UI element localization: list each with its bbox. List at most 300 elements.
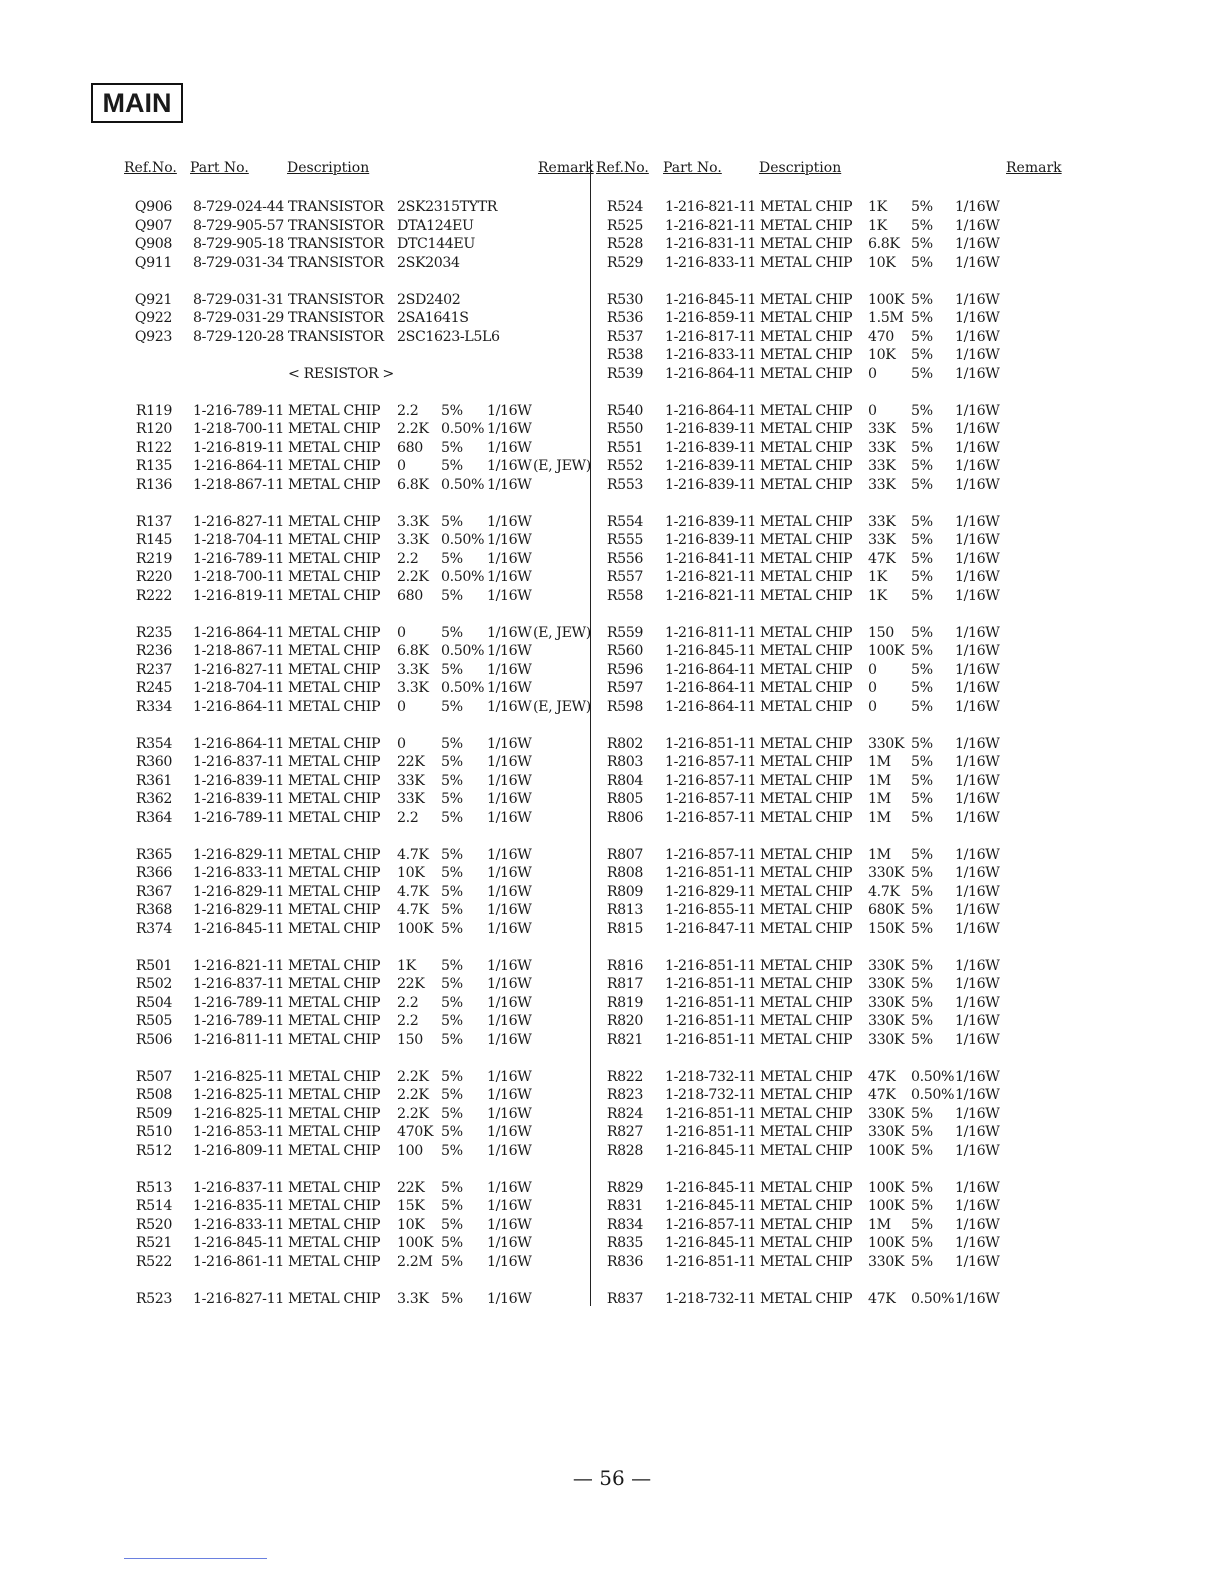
description-cell: METAL CHIP [760, 1235, 853, 1251]
value-cell: 0 [397, 735, 406, 752]
description-cell: METAL CHIP [760, 754, 853, 770]
description-cell: METAL CHIP [760, 883, 853, 900]
table-row [0, 809, 1224, 828]
table-row [0, 587, 1224, 606]
description-cell: METAL CHIP [288, 1068, 381, 1085]
part-no-cell: 1-216-827-11 [193, 513, 284, 530]
remark-cell: (E, JEW) [533, 624, 591, 641]
value-cell: 1M [868, 754, 891, 770]
wattage-cell: 1/16W [487, 1142, 532, 1159]
tolerance-cell: 5% [911, 328, 933, 345]
table-row [0, 1105, 1224, 1124]
tolerance-cell: 5% [441, 735, 463, 752]
wattage-cell: 1/16W [487, 1124, 532, 1140]
description-cell: METAL CHIP [288, 661, 381, 678]
wattage-cell: 1/16W [955, 550, 1000, 567]
wattage-cell: 1/16W [955, 532, 1000, 548]
part-no-cell: 1-216-864-11 [193, 624, 284, 641]
tolerance-cell: 5% [441, 1105, 463, 1122]
tolerance-cell: 5% [441, 587, 463, 604]
part-no-cell: 1-216-847-11 [665, 920, 756, 937]
tolerance-cell: 0.50% [911, 1087, 955, 1103]
ref-no-cell: R367 [135, 883, 172, 900]
part-no-cell: 1-216-833-11 [665, 347, 756, 363]
value-cell: 4.7K [868, 883, 900, 900]
part-no-cell: 1-216-845-11 [193, 920, 284, 937]
description-cell: METAL CHIP [760, 1013, 853, 1029]
part-no-cell: 1-216-809-11 [193, 1142, 284, 1159]
part-no-cell: 1-216-831-11 [665, 236, 756, 252]
table-row [0, 1253, 1224, 1272]
description-cell: TRANSISTOR [288, 328, 384, 345]
part-no-cell: 1-216-839-11 [193, 772, 284, 789]
tolerance-cell: 5% [441, 809, 463, 826]
part-no-cell: 1-216-833-11 [665, 254, 756, 271]
tolerance-cell: 5% [441, 550, 463, 567]
part-no-cell: 1-216-845-11 [665, 291, 756, 308]
wattage-cell: 1/16W [487, 513, 532, 530]
part-no-cell: 1-216-829-11 [665, 883, 756, 900]
value-cell: 330K [868, 1253, 905, 1270]
wattage-cell: 1/16W [487, 1105, 532, 1122]
header-description-left: Description [287, 160, 370, 176]
description-cell: METAL CHIP [288, 994, 381, 1011]
wattage-cell: 1/16W [955, 421, 1000, 437]
ref-no-cell: R361 [135, 772, 172, 789]
table-row [0, 217, 1224, 236]
part-no-cell: 1-218-867-11 [193, 643, 284, 659]
part-no-cell: 1-216-827-11 [193, 1290, 284, 1307]
description-cell: METAL CHIP [288, 1235, 381, 1251]
description-cell: METAL CHIP [288, 569, 381, 585]
table-row [0, 642, 1224, 661]
part-no-cell: 1-216-825-11 [193, 1068, 284, 1085]
ref-no-cell: R819 [606, 994, 643, 1011]
wattage-cell: 1/16W [955, 569, 1000, 585]
description-cell: METAL CHIP [760, 865, 853, 881]
table-row [0, 901, 1224, 920]
description-cell: METAL CHIP [288, 735, 381, 752]
value-cell: 150 [868, 624, 894, 641]
ref-no-cell: R824 [606, 1105, 643, 1122]
ref-no-cell: R836 [606, 1253, 643, 1270]
tolerance-cell: 5% [441, 1253, 463, 1270]
wattage-cell: 1/16W [955, 661, 1000, 678]
part-no-cell: 1-216-839-11 [665, 476, 756, 493]
value-cell: 22K [397, 754, 425, 770]
ref-no-cell: R525 [606, 217, 643, 234]
wattage-cell: 1/16W [487, 809, 532, 826]
wattage-cell: 1/16W [955, 328, 1000, 345]
wattage-cell: 1/16W [955, 347, 1000, 363]
tolerance-cell: 5% [441, 846, 463, 863]
part-no-cell: 1-216-827-11 [193, 661, 284, 678]
part-no-cell: 1-216-837-11 [193, 1179, 284, 1196]
wattage-cell: 1/16W [487, 957, 532, 974]
description-cell: METAL CHIP [288, 643, 381, 659]
ref-no-cell: R523 [135, 1290, 172, 1307]
tolerance-cell: 5% [911, 402, 933, 419]
part-no-cell: 1-218-732-11 [665, 1087, 756, 1103]
remark-cell: (E, JEW) [533, 698, 591, 715]
ref-no-cell: R817 [606, 976, 643, 992]
description-cell: METAL CHIP [760, 1087, 853, 1103]
part-no-cell: 1-216-857-11 [665, 754, 756, 770]
ref-no-cell: R360 [135, 754, 172, 770]
part-no-cell: 1-216-819-11 [193, 439, 284, 456]
value-cell: 330K [868, 1031, 905, 1048]
ref-no-cell: R374 [135, 920, 172, 937]
value-cell: 22K [397, 976, 425, 992]
part-no-cell: 1-216-845-11 [665, 1179, 756, 1196]
part-no-cell: 1-216-857-11 [665, 1216, 756, 1233]
description-cell: METAL CHIP [760, 809, 853, 826]
header-description-right: Description [759, 160, 842, 176]
tolerance-cell: 5% [441, 1068, 463, 1085]
ref-no-cell: R521 [135, 1235, 172, 1251]
ref-no-cell: R235 [135, 624, 172, 641]
ref-no-cell: R559 [606, 624, 643, 641]
part-no-cell: 1-216-851-11 [665, 957, 756, 974]
tolerance-cell: 5% [911, 1105, 933, 1122]
tolerance-cell: 5% [441, 1124, 463, 1140]
value-cell: 10K [868, 254, 896, 271]
value-cell: 2.2K [397, 421, 429, 437]
tolerance-cell: 5% [441, 994, 463, 1011]
value-cell: 330K [868, 994, 905, 1011]
tolerance-cell: 5% [911, 661, 933, 678]
part-no-cell: 1-216-839-11 [665, 421, 756, 437]
description-cell: METAL CHIP [288, 791, 381, 807]
description-cell: TRANSISTOR [288, 254, 384, 271]
part-no-cell: 1-216-864-11 [665, 680, 756, 696]
wattage-cell: 1/16W [955, 1068, 1000, 1085]
page-title: MAIN [91, 83, 183, 123]
table-row [0, 513, 1224, 532]
description-cell: TRANSISTOR [288, 217, 384, 234]
tolerance-cell: 5% [911, 550, 933, 567]
ref-no-cell: R816 [606, 957, 643, 974]
description-cell: METAL CHIP [760, 569, 853, 585]
ref-no-cell: R834 [606, 1216, 643, 1233]
value-cell: 3.3K [397, 513, 429, 530]
ref-no-cell: R803 [606, 754, 643, 770]
tolerance-cell: 5% [911, 809, 933, 826]
value-cell: 22K [397, 1179, 425, 1196]
description-cell: METAL CHIP [760, 476, 853, 493]
ref-no-cell: R220 [135, 569, 172, 585]
part-no-cell: 1-216-845-11 [665, 643, 756, 659]
parts-list-right [0, 198, 1224, 1308]
description-cell: METAL CHIP [288, 883, 381, 900]
part-no-cell: 1-216-839-11 [665, 532, 756, 548]
part-no-cell: 1-216-825-11 [193, 1087, 284, 1103]
tolerance-cell: 5% [911, 310, 933, 326]
table-row [0, 920, 1224, 939]
tolerance-cell: 5% [911, 902, 933, 918]
ref-no-cell: R823 [606, 1087, 643, 1103]
table-row [0, 457, 1224, 476]
value-cell: 330K [868, 1013, 905, 1029]
ref-no-cell: R236 [135, 643, 172, 659]
tolerance-cell: 5% [911, 1198, 933, 1214]
table-row [0, 254, 1224, 273]
wattage-cell: 1/16W [955, 458, 1000, 474]
part-no-cell: 1-216-851-11 [665, 865, 756, 881]
value-cell: 680 [397, 439, 423, 456]
description-cell: TRANSISTOR [288, 236, 384, 252]
tolerance-cell: 0.50% [441, 643, 485, 659]
tolerance-cell: 5% [441, 1216, 463, 1233]
description-cell: METAL CHIP [760, 680, 853, 696]
description-cell: METAL CHIP [760, 698, 853, 715]
header-ref-no-right: Ref.No. [596, 160, 649, 176]
part-no-cell: 1-216-837-11 [193, 976, 284, 992]
tolerance-cell: 5% [441, 439, 463, 456]
description-cell: METAL CHIP [760, 1198, 853, 1214]
tolerance-cell: 5% [911, 680, 933, 696]
ref-no-cell: Q908 [134, 236, 172, 252]
wattage-cell: 1/16W [487, 643, 532, 659]
value-cell: 1M [868, 809, 891, 826]
tolerance-cell: 5% [911, 236, 933, 252]
wattage-cell: 1/16W [955, 254, 1000, 271]
tolerance-cell: 5% [911, 254, 933, 271]
wattage-cell: 1/16W [955, 624, 1000, 641]
table-row [0, 772, 1224, 791]
description-cell: METAL CHIP [288, 865, 381, 881]
wattage-cell: 1/16W [487, 1198, 532, 1214]
tolerance-cell: 5% [911, 920, 933, 937]
description-cell: METAL CHIP [760, 421, 853, 437]
tolerance-cell: 5% [441, 661, 463, 678]
description-cell: METAL CHIP [760, 458, 853, 474]
part-no-cell: 1-216-839-11 [665, 513, 756, 530]
value-cell: 6.8K [397, 476, 429, 493]
wattage-cell: 1/16W [487, 1087, 532, 1103]
part-no-cell: 1-216-845-11 [665, 1235, 756, 1251]
table-row [0, 1197, 1224, 1216]
wattage-cell: 1/16W [955, 865, 1000, 881]
value-cell: DTA124EU [397, 217, 474, 234]
description-cell: METAL CHIP [288, 698, 381, 715]
value-cell: 2.2M [397, 1253, 433, 1270]
value-cell: 33K [868, 532, 896, 548]
ref-no-cell: R597 [606, 680, 643, 696]
description-cell: METAL CHIP [760, 846, 853, 863]
ref-no-cell: R122 [135, 439, 172, 456]
ref-no-cell: R804 [606, 772, 643, 789]
tolerance-cell: 5% [441, 513, 463, 530]
description-cell: METAL CHIP [760, 1068, 853, 1085]
ref-no-cell: R808 [606, 865, 643, 881]
tolerance-cell: 5% [911, 994, 933, 1011]
part-no-cell: 1-216-839-11 [665, 458, 756, 474]
description-cell: METAL CHIP [288, 421, 381, 437]
part-no-cell: 1-216-851-11 [665, 994, 756, 1011]
table-row [0, 1012, 1224, 1031]
tolerance-cell: 5% [911, 569, 933, 585]
description-cell: METAL CHIP [288, 1142, 381, 1159]
tolerance-cell: 5% [911, 421, 933, 437]
part-no-cell: 1-216-857-11 [665, 772, 756, 789]
wattage-cell: 1/16W [487, 439, 532, 456]
tolerance-cell: 5% [911, 458, 933, 474]
value-cell: 330K [868, 1105, 905, 1122]
tolerance-cell: 5% [911, 291, 933, 308]
description-cell: METAL CHIP [288, 1216, 381, 1233]
part-no-cell: 1-216-821-11 [665, 217, 756, 234]
wattage-cell: 1/16W [955, 920, 1000, 937]
wattage-cell: 1/16W [487, 698, 532, 715]
value-cell: 0 [397, 458, 406, 474]
wattage-cell: 1/16W [955, 994, 1000, 1011]
table-row [0, 698, 1224, 717]
part-no-cell: 1-216-811-11 [193, 1031, 284, 1048]
ref-no-cell: R513 [135, 1179, 172, 1196]
table-row [0, 550, 1224, 569]
table-row [0, 864, 1224, 883]
part-no-cell: 1-216-845-11 [665, 1142, 756, 1159]
value-cell: 1K [868, 199, 887, 215]
part-no-cell: 1-218-700-11 [193, 421, 284, 437]
description-cell: METAL CHIP [760, 791, 853, 807]
table-row [0, 957, 1224, 976]
value-cell: 2.2K [397, 1105, 429, 1122]
wattage-cell: 1/16W [487, 994, 532, 1011]
part-no-cell: 1-216-864-11 [665, 365, 756, 382]
value-cell: 3.3K [397, 680, 429, 696]
part-no-cell: 1-216-789-11 [193, 994, 284, 1011]
wattage-cell: 1/16W [487, 865, 532, 881]
ref-no-cell: R334 [135, 698, 172, 715]
value-cell: 1M [868, 1216, 891, 1233]
wattage-cell: 1/16W [955, 439, 1000, 456]
ref-no-cell: Q921 [134, 291, 172, 308]
ref-no-cell: R807 [606, 846, 643, 863]
wattage-cell: 1/16W [955, 643, 1000, 659]
table-row [0, 1086, 1224, 1105]
part-no-cell: 1-216-839-11 [665, 439, 756, 456]
ref-no-cell: R120 [135, 421, 172, 437]
part-no-cell: 1-216-857-11 [665, 809, 756, 826]
wattage-cell: 1/16W [955, 883, 1000, 900]
wattage-cell: 1/16W [955, 1105, 1000, 1122]
value-cell: 330K [868, 735, 905, 752]
header-part-no-left: Part No. [190, 160, 249, 176]
wattage-cell: 1/16W [955, 291, 1000, 308]
ref-no-cell: R553 [606, 476, 643, 493]
wattage-cell: 1/16W [955, 365, 1000, 382]
table-row [0, 420, 1224, 439]
tolerance-cell: 5% [911, 217, 933, 234]
ref-no-cell: R137 [135, 513, 172, 530]
wattage-cell: 1/16W [955, 846, 1000, 863]
ref-no-cell: R529 [606, 254, 643, 271]
tolerance-cell: 5% [441, 920, 463, 937]
table-row [0, 735, 1224, 754]
value-cell: 6.8K [397, 643, 429, 659]
wattage-cell: 1/16W [955, 476, 1000, 493]
description-cell: METAL CHIP [760, 957, 853, 974]
value-cell: 2SK2034 [397, 254, 460, 271]
value-cell: 3.3K [397, 661, 429, 678]
description-cell: METAL CHIP [288, 587, 381, 604]
ref-no-cell: R501 [135, 957, 172, 974]
table-row [0, 624, 1224, 643]
value-cell: 680K [868, 902, 905, 918]
ref-no-cell: R245 [135, 680, 172, 696]
part-no-cell: 1-216-825-11 [193, 1105, 284, 1122]
ref-no-cell: Q911 [134, 254, 172, 271]
wattage-cell: 1/16W [487, 1013, 532, 1029]
tolerance-cell: 5% [441, 1142, 463, 1159]
tolerance-cell: 5% [911, 532, 933, 548]
value-cell: 4.7K [397, 902, 429, 918]
ref-no-cell: R135 [135, 458, 172, 474]
ref-no-cell: R552 [606, 458, 643, 474]
ref-no-cell: R596 [606, 661, 643, 678]
table-row [0, 1142, 1224, 1161]
tolerance-cell: 5% [911, 976, 933, 992]
value-cell: 2.2 [397, 550, 419, 567]
description-cell: METAL CHIP [288, 680, 381, 696]
ref-no-cell: R504 [135, 994, 172, 1011]
description-cell: METAL CHIP [760, 1216, 853, 1233]
part-no-cell: 1-216-829-11 [193, 846, 284, 863]
value-cell: 3.3K [397, 532, 429, 548]
tolerance-cell: 5% [441, 458, 463, 474]
wattage-cell: 1/16W [487, 569, 532, 585]
description-cell: METAL CHIP [760, 976, 853, 992]
value-cell: 47K [868, 1068, 896, 1085]
wattage-cell: 1/16W [955, 772, 1000, 789]
wattage-cell: 1/16W [955, 1124, 1000, 1140]
ref-no-cell: R538 [606, 347, 643, 363]
description-cell: METAL CHIP [760, 902, 853, 918]
value-cell: 150K [868, 920, 905, 937]
part-no-cell: 1-216-829-11 [193, 883, 284, 900]
remark-cell: (E, JEW) [533, 458, 591, 474]
page-number: — 56 — [572, 1466, 652, 1490]
part-no-cell: 1-216-864-11 [665, 661, 756, 678]
description-cell: METAL CHIP [760, 365, 853, 382]
description-cell: METAL CHIP [288, 1253, 381, 1270]
table-row [0, 790, 1224, 809]
wattage-cell: 1/16W [487, 883, 532, 900]
description-cell: TRANSISTOR [288, 291, 384, 308]
part-no-cell: 1-216-855-11 [665, 902, 756, 918]
description-cell: METAL CHIP [288, 402, 381, 419]
wattage-cell: 1/16W [955, 236, 1000, 252]
part-no-cell: 1-218-867-11 [193, 476, 284, 493]
part-no-cell: 1-216-821-11 [193, 957, 284, 974]
table-row [0, 291, 1224, 310]
tolerance-cell: 5% [911, 643, 933, 659]
wattage-cell: 1/16W [955, 1087, 1000, 1103]
wattage-cell: 1/16W [487, 458, 532, 474]
tolerance-cell: 5% [911, 1216, 933, 1233]
value-cell: 1K [868, 569, 887, 585]
ref-no-cell: R539 [606, 365, 643, 382]
part-no-cell: 1-216-821-11 [665, 587, 756, 604]
description-cell: METAL CHIP [760, 236, 853, 252]
ref-no-cell: R502 [135, 976, 172, 992]
tolerance-cell: 5% [911, 347, 933, 363]
description-cell: METAL CHIP [760, 254, 853, 271]
ref-no-cell: R828 [606, 1142, 643, 1159]
value-cell: 330K [868, 957, 905, 974]
